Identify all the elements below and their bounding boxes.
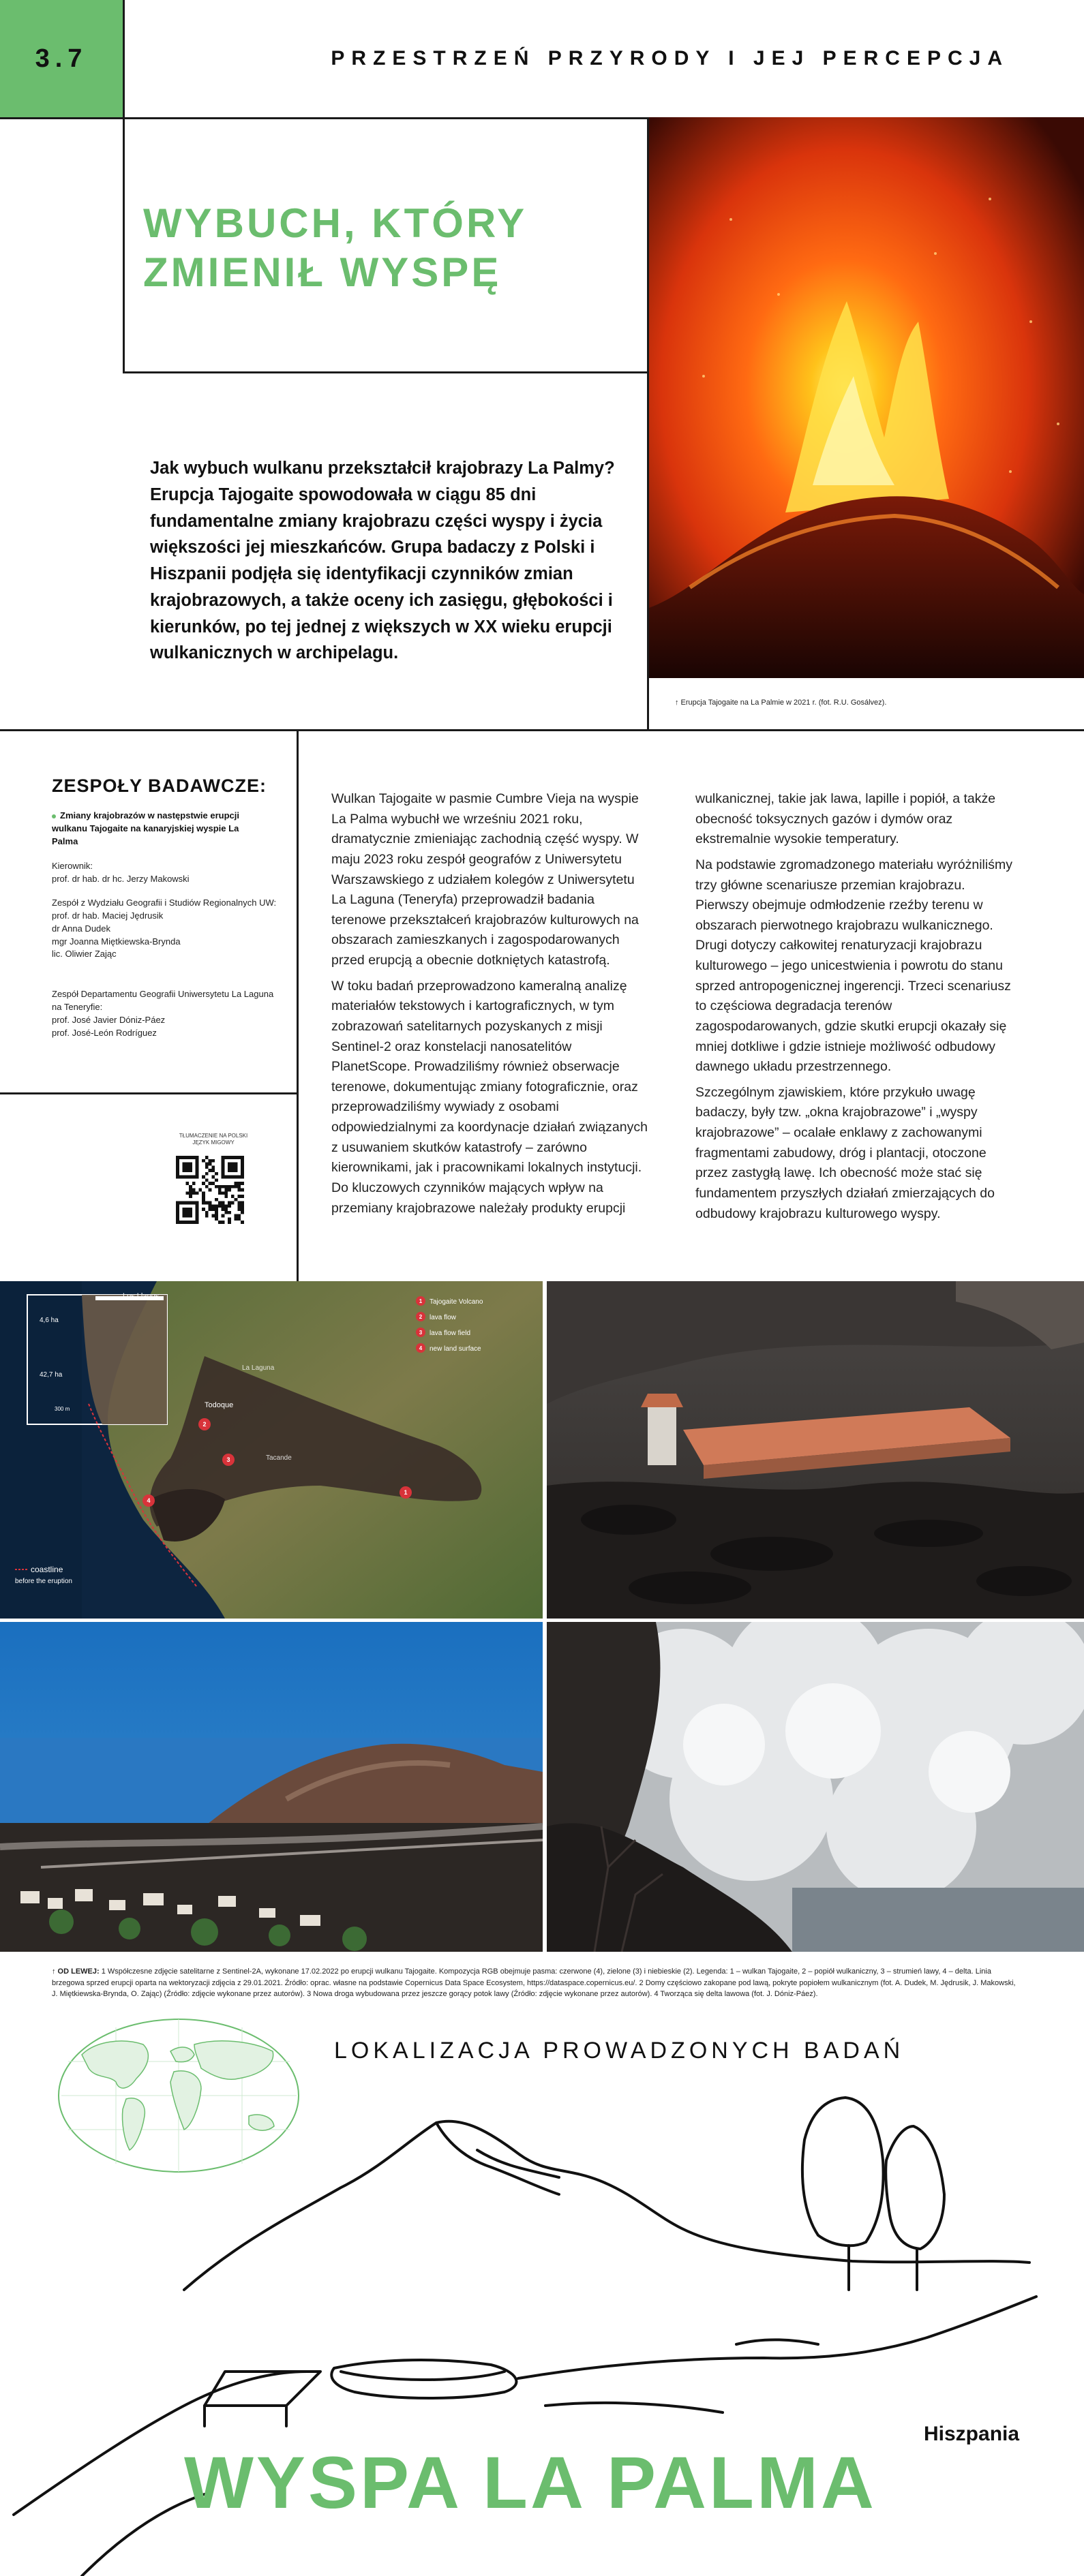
article-title-line: ZMIENIŁ WYSPĘ <box>143 249 502 295</box>
inset-label: 42,7 ha <box>40 1371 63 1379</box>
body-paragraph: wulkanicznej, takie jak lawa, lapille i popiół, a także obecność toksycznych gazów i dymów oraz ekstremalnie wysokie temperatury. <box>695 791 996 847</box>
team-org: Zespół z Wydziału Geografii i Studiów Regionalnych UW: <box>52 898 277 908</box>
bullet-icon <box>52 814 56 818</box>
location-title: LOKALIZACJA PROWADZONYCH BADAŃ <box>334 2038 905 2064</box>
caption-lead: ↑ OD LEWEJ: <box>52 1967 100 1976</box>
legend-label: lava flow field <box>430 1330 471 1337</box>
body-paragraph: Wulkan Tajogaite w pasmie Cumbre Vieja na wyspie La Palma wybuchł we wrześniu 2021 roku, dramatycznie zmieniając zachodnią część wyspy. W maju 2023 roku zespół geografów z Uniwersytetu Warszawskiego z udziałem kolegów z Uniwersytetu La Laguna (Teneryfa) przeprowadził badania terenowe przekształceń krajobrazów kulturowych na obszarach zamieszkanych i zagospodarowanych przed erupcją a obecnie dotkniętych katastrofą. <box>331 791 639 968</box>
photo-captions <box>52 1966 1020 2000</box>
body-paragraph: Na podstawie zgromadzonego materiału wyróżniliśmy trzy główne scenariusze przemian krajobrazu. Pierwszy obejmuje odmłodzenie rzeźby terenu w obszarach pierwotnego krajobrazu wulkanicznego. Drugi dotyczy całkowitej renaturyzacji krajobrazu kulturowego – jego unicestwienia i powrotu do stanu sprzed antropogenicznej ingerencji. Trzeci scenariusz to częściowa degradacja terenów zagospodarowanych, gdzie skutki erupcji okazały się mniej dotkliwe i gdzie istnieje możliwość odbudowy dawnego układu przestrzennego. <box>695 857 1012 1075</box>
legend-label: lava flow <box>430 1314 456 1321</box>
caption-text: 1 Współczesne zdjęcie satelitarne z Sentinel-2A, wykonane 17.02.2022 po erupcji wulkanu Tajogaite. Kompozycja RGB obejmuje pasma: czerwone (4), zielone (3) i niebieskie (2). Legenda: 1 – wulkan Tajogaite, 2 – popiół wulkaniczny, 3 – strumień lawy, 4 – delta. Linia brzegowa sprzed erupcji oparta na wektoryzacji zdjęcia z 29.01.2021. Źródło: oprac. własne na podstawie Copernicus Data Space Ecosystem, https://dataspace.copernicus.eu/. 2 Domy częściowo zakopane pod lawą, pokryte popiołem wulkanicznym (fot. A. Dudek, M. Jędrusik, J. Makowski, J. Miętkiewska-Brynda, O. Zając) (Źródło: zdjęcie wykonane przez autorów). 3 Nowa droga wybudowana przez jeszcze gorący potok lawy (Źródło: zdjęcie wykonane przez autorów). 4 Tworząca się delta lawowa (fot. J. Dóniz-Páez). <box>52 1967 1016 1998</box>
house-in-lava-photo <box>547 1281 1084 1619</box>
place-label: Los Llanos <box>123 1292 160 1300</box>
divider <box>123 0 125 117</box>
divider <box>123 371 649 373</box>
article-title <box>143 199 634 297</box>
divider <box>123 117 125 373</box>
section-title: PRZESTRZEŃ PRZYRODY I JEJ PERCEPCJA <box>331 47 1009 70</box>
section-number-badge: 3.7 <box>0 0 123 117</box>
team-member: prof. José Javier Dóniz-Páez <box>52 1014 166 1025</box>
qr-code[interactable] <box>176 1156 244 1224</box>
team-member: prof. dr hab. Maciej Jędrusik <box>52 910 164 921</box>
divider <box>0 1092 297 1094</box>
lava-delta-photo <box>547 1622 1084 1952</box>
coastline-label: coastline <box>31 1565 63 1574</box>
article-title-line: WYBUCH, KTÓRY <box>143 200 528 246</box>
qr-label: TŁUMACZENIE NA POLSKI JĘZYK MIGOWY <box>179 1133 248 1146</box>
leader-name: prof. dr hab. dr hc. Jerzy Makowski <box>52 873 190 884</box>
map-marker-number: 4 <box>147 1497 151 1504</box>
coastline-sublabel: before the eruption <box>15 1578 72 1585</box>
legend-number: 2 <box>419 1314 423 1320</box>
place-label: La Laguna <box>242 1364 275 1372</box>
legend-label: new land surface <box>430 1345 481 1353</box>
body-paragraph: W toku badań przeprowadzono kameralną analizę materiałów tekstowych i kartograficznych, w tym zobrazowań satelitarnych pozyskanych z misji Sentinel-2 oraz konstelacji nanosatelitów PlanetScope. Prowadziliśmy również obserwacje terenowe, dokumentując zmiany fotograficznie, oraz przeprowadziliśmy wywiady z osobami odpowiedzialnymi za koordynacje działań związanych z usuwaniem skutków katastrofy – zarówno kierownikami, jak i pracownikami lokalnych instytucji. Do kluczowych czynników mających wpływ na przemiany krajobrazowe należały produkty erupcji <box>331 978 648 1216</box>
place-label: Tacande <box>266 1454 292 1462</box>
map-marker-number: 3 <box>226 1456 230 1463</box>
satellite-map <box>0 1281 543 1619</box>
eruption-photo <box>649 117 1084 678</box>
body-paragraph: Szczególnym zjawiskiem, które przykuło uwagę badaczy, były tzw. „okna krajobrazowe” i „wyspy krajobrazowe” – ocalałe enklawy z zachowanymi fragmentami zabudowy, dróg i plantacji, otoczone przez zastygłą lawę. Ich obecność może stać się fundamentem przyszłych działań zmierzających do odbudowy krajobrazu kulturowego wyspy. <box>695 1084 995 1221</box>
country-label: Hiszpania <box>924 2423 1020 2445</box>
lead-paragraph: Jak wybuch wulkanu przekształcił krajobrazy La Palmy? Erupcja Tajogaite spowodowała w ciągu 85 dni fundamentalne zmiany krajobrazu części wyspy i życia większości jej mieszkańców. Grupa badaczy z Polski i Hiszpanii podjęła się identyfikacji czynników zmian krajobrazowych, a także oceny ich zasięgu, głębokości i kierunków, po tej jednej z większych w XX wieku erupcji wulkanicznych w archipelagu. <box>150 459 615 663</box>
legend-number: 1 <box>419 1298 423 1304</box>
new-road-photo <box>0 1622 543 1952</box>
team-member: prof. José-León Rodríguez <box>52 1027 157 1038</box>
inset-scale: 300 m <box>55 1406 70 1412</box>
team-org: Zespół Departamentu Geografii Uniwersytetu La Laguna na Teneryfie: <box>52 989 274 1012</box>
inset-label: 4,6 ha <box>40 1317 59 1324</box>
team-leader <box>52 860 277 886</box>
legend-number: 4 <box>419 1345 423 1351</box>
team-member: dr Anna Dudek <box>52 923 111 934</box>
project-title <box>52 810 256 848</box>
legend-number: 3 <box>419 1330 423 1336</box>
island-name: WYSPA LA PALMA <box>184 2441 877 2524</box>
hero-caption: ↑ Erupcja Tajogaite na La Palmie w 2021 r. (fot. R.U. Gosálvez). <box>675 699 887 707</box>
divider <box>0 729 1084 731</box>
project-title-text: Zmiany krajobrazów w następstwie erupcji wulkanu Tajogaite na kanaryjskiej wyspie La Palma <box>52 810 239 846</box>
team-member: lic. Oliwier Zając <box>52 949 117 960</box>
divider <box>297 731 299 1281</box>
team-member: mgr Joanna Miętkiewska-Brynda <box>52 936 181 947</box>
team-group-uw <box>52 897 277 961</box>
teams-heading: ZESPOŁY BADAWCZE: <box>52 776 267 796</box>
body-column-1 <box>331 789 652 1224</box>
place-label: Todoque <box>205 1401 234 1409</box>
body-column-2 <box>695 789 1016 1229</box>
legend-label: Tajogaite Volcano <box>430 1298 483 1306</box>
leader-label: Kierownik: <box>52 861 93 871</box>
map-marker-number: 1 <box>404 1489 408 1496</box>
map-marker-number: 2 <box>202 1421 207 1428</box>
team-group-laguna <box>52 988 277 1039</box>
